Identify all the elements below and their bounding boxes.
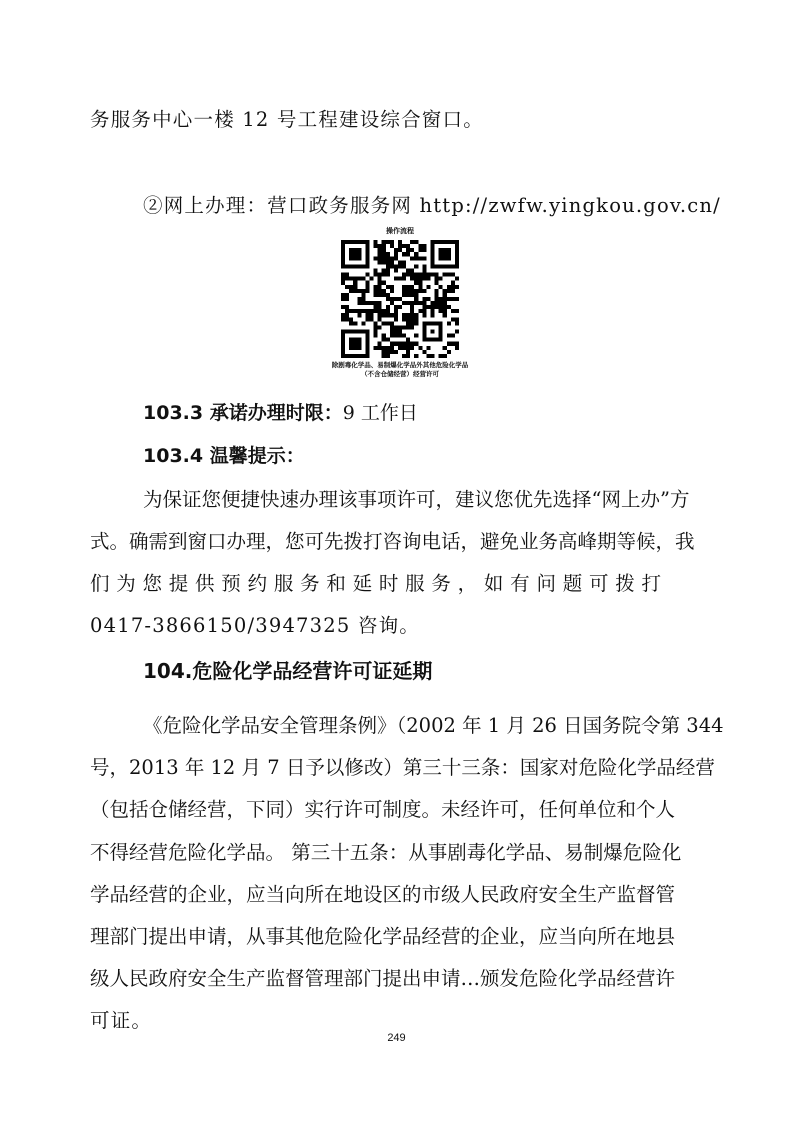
body-line: 《危险化学品安全管理条例》（2002 年 1 月 26 日国务院令第 344 [143, 714, 724, 737]
qr-caption: 除剧毒化学品、易制爆化学品外其他危险化学品（不含仓储经营）经营许可 [331, 361, 469, 378]
qr-code[interactable] [341, 240, 459, 358]
body-line: （包括仓储经营，下同）实行许可制度。未经许可，任何单位和个人 [90, 798, 676, 821]
section-103-4-heading: 103.4 温馨提示： [143, 445, 305, 467]
online-handling-line: ②网上办理：营口政务服务网 http://zwfw.yingkou.gov.cn/ [143, 194, 721, 217]
qr-title: 操作流程 [386, 227, 414, 235]
section-103-3-label: 103.3 承诺办理时限： [143, 402, 343, 424]
text-line: 务服务中心一楼 12 号工程建设综合窗口。 [90, 108, 484, 131]
section-103-3 [143, 398, 418, 425]
body-line: 学品经营的企业，应当向所在地设区的市级人民政府安全生产监督管 [90, 883, 676, 906]
body-line: 可证。 [90, 1009, 153, 1032]
qr-block [330, 226, 470, 379]
body-line: 不得经营危险化学品。 第三十五条：从事剧毒化学品、易制爆危险化 [90, 841, 682, 864]
section-103-3-value: 9 工作日 [342, 402, 418, 424]
tip-line: 式。确需到窗口办理，您可先拨打咨询电话，避免业务高峰期等候，我 [90, 530, 695, 553]
tip-line: 为保证您便捷快速办理该事项许可，建议您优先选择“网上办”方 [143, 488, 690, 511]
body-line: 号，2013 年 12 月 7 日予以修改）第三十三条：国家对危险化学品经营 [90, 756, 715, 779]
page-number: 249 [387, 1032, 406, 1044]
body-line: 级人民政府安全生产监督管理部门提出申请…颁发危险化学品经营许 [90, 967, 676, 990]
tip-line: 们为您提供预约服务和延时服务，如有问题可拨打 [90, 572, 661, 595]
tip-line-phone: 0417-3866150/3947325 咨询。 [90, 614, 420, 637]
section-104-heading: 104.危险化学品经营许可证延期 [143, 659, 433, 683]
body-line: 理部门提出申请，从事其他危险化学品经营的企业，应当向所在地县 [90, 925, 676, 948]
